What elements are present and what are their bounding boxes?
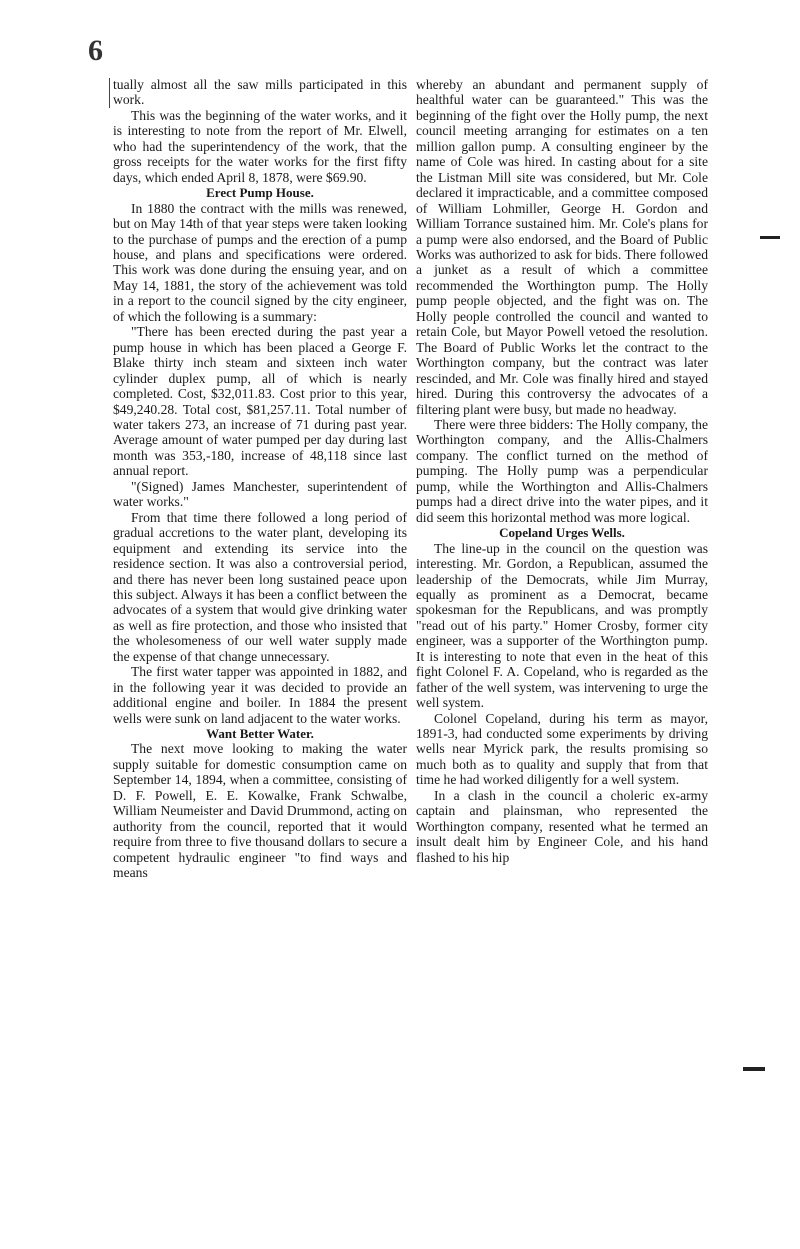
column-rule: [109, 78, 110, 108]
paragraph: From that time there followed a long period of gradual accretions to the water plant, developing its equipment and extending its service into the residence section. It was also a controversial period, and there has never been long sustained peace upon this subject. Always it has been a conflict between the advocates of a system that would give drinking water as well as fire protection, and those who insisted that the wholesomeness of our well water supply made the expense of that change unnecessary.: [113, 509, 407, 664]
margin-mark: [743, 1067, 765, 1071]
paragraph: In a clash in the council a choleric ex-army captain and plainsman, who represented the Worthington company, resented what he termed an insult dealt him by Engineer Cole, and his hand flashed to his hip: [416, 787, 708, 865]
page-number: 6: [88, 34, 103, 67]
paragraph: There were three bidders: The Holly company, the Worthington company, and the Allis-Chalmers company. The conflict turned on the method of pumping. The Holly pump was a perpendicular pump, while the Worthington and Allis-Chalmers pumps had a direct drive into the water pipes, and it did seem this horizontal method was more logical.: [416, 416, 708, 525]
section-heading: Copeland Urges Wells.: [499, 525, 625, 541]
right-column: [416, 77, 708, 865]
margin-mark: [760, 236, 780, 239]
section-heading: Want Better Water.: [206, 726, 314, 742]
paragraph: "There has been erected during the past year a pump house in which has been placed a George F. Blake thirty inch steam and sixteen inch water cylinder duplex pump, all of which is nearly completed. Cost, $32,011.83. Cost prior to this year, $49,240.28. Total cost, $81,257.11. Total number of water takers 273, an increase of 71 during past year. Average amount of water pumped per day during last month was 353,-180, increase of 48,118 since last annual report.: [113, 324, 407, 479]
section-heading: Erect Pump House.: [206, 185, 314, 201]
paragraph: Colonel Copeland, during his term as mayor, 1891-3, had conducted some experiments by driving wells near Myrick park, the results promising so much both as to quality and supply that from that time he had worked diligently for a well system.: [416, 710, 708, 788]
paragraph: whereby an abundant and permanent supply of healthful water can be guaranteed." This was the beginning of the fight over the Holly pump, the next council meeting arranging for estimates on a ten million gallon pump. A consulting engineer by the name of Cole was hired. In casting about for a site the Listman Mill site was considered, but Mr. Cole declared it impracticable, and a committee composed of William Lohmiller, George H. Gordon and William Torrance sustained him. Mr. Cole's plans for a pump were also endorsed, and the Board of Public Works was authorized to ask for bids. There followed a junket as a result of which a committee recommended the Worthington pump. The Holly pump people objected, and the fight was on. The Holly people controlled the council and wanted to retain Cole, but Mayor Powell vetoed the resolution. The Board of Public Works let the contract to the Worthington company, but the contract was later rescinded, and Mr. Cole was finally hired and stayed hired. During this controversy the advocates of a filtering plant were busy, but made no headway.: [416, 77, 708, 417]
paragraph: This was the beginning of the water works, and it is interesting to note from the report of Mr. Elwell, who had the superintendency of the work, that the gross receipts for the water works for the first fifty days, which ended April 8, 1878, were $69.90.: [113, 107, 407, 185]
left-column: [113, 77, 407, 881]
paragraph: tually almost all the saw mills participated in this work.: [113, 77, 407, 108]
paragraph: The next move looking to making the water supply suitable for domestic consumption came on September 14, 1894, when a committee, consisting of D. F. Powell, E. E. Kowalke, Frank Schwalbe, William Neumeister and David Drummond, acting on authority from the council, reported that it would require from three to five thousand dollars to secure a competent hydraulic engineer "to find ways and means: [113, 741, 407, 881]
paragraph: "(Signed) James Manchester, superintendent of water works.": [113, 478, 407, 510]
paragraph: In 1880 the contract with the mills was renewed, but on May 14th of that year steps were taken looking to the purchase of pumps and the erection of a pump house, and plans and specifications were ordered. This work was done during the ensuing year, and on May 14, 1881, the story of the achievement was told in a report to the council signed by the city engineer, of which the following is a summary:: [113, 200, 407, 324]
paragraph: The line-up in the council on the question was interesting. Mr. Gordon, a Republican, assumed the leadership of the Democrats, while Jim Murray, equally as prominent as a Democrat, became spokesman for the Republicans, and was promptly "read out of his party." Homer Crosby, former city engineer, was a supporter of the Worthington pump. It is interesting to note that even in the heat of this fight Colonel F. A. Copeland, who is regarded as the father of the well system, was intervening to urge the well system.: [416, 540, 708, 711]
paragraph: The first water tapper was appointed in 1882, and in the following year it was decided to provide an additional engine and boiler. In 1884 the present wells were sunk on land adjacent to the water works.: [113, 664, 407, 726]
